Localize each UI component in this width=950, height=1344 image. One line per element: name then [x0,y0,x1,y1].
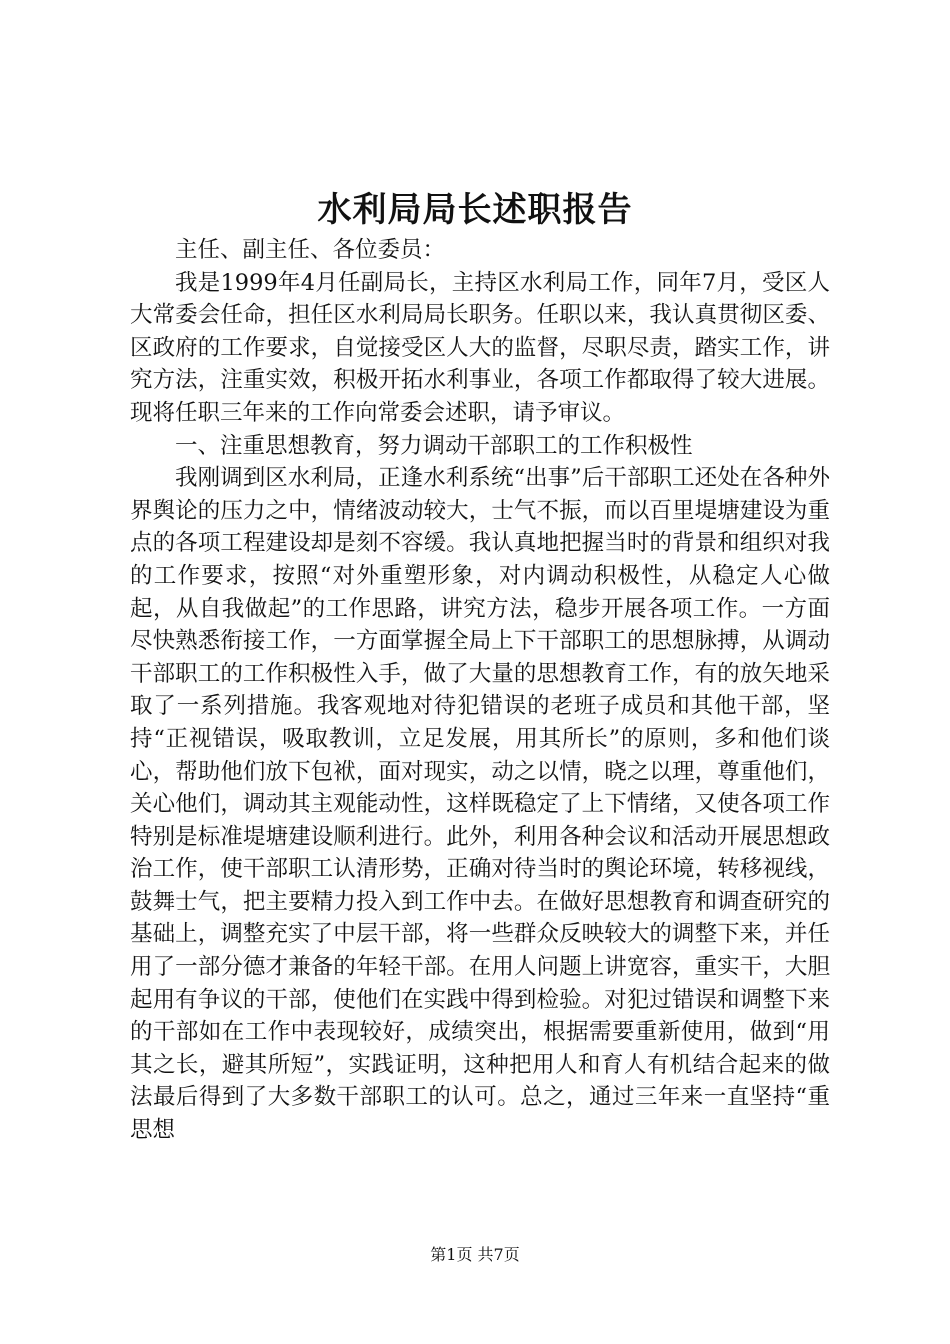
document-title: 水利局局长述职报告 [317,190,633,230]
paragraph-body: 我刚调到区水利局，正逢水利系统“出事”后干部职工还处在各种外界舆论的压力之中，情绪波动较大，士气不振，而以百里堤塘建设为重点的各项工程建设却是刻不容缓。我认真地把握当时的背景和组织对我的工作要求，按照“对外重塑形象，对内调动积极性，从稳定人心做起，从自我做起”的工作思路，讲究方法，稳步开展各项工作。一方面尽快熟悉衔接工作，一方面掌握全局上下干部职工的思想脉搏，从调动干部职工的工作积极性入手，做了大量的思想教育工作，有的放矢地采取了一系列措施。我客观地对待犯错误的老班子成员和其他干部，坚持“正视错误，吸取教训，立足发展，用其所长”的原则，多和他们谈心，帮助他们放下包袱，面对现实，动之以情，晓之以理，尊重他们，关心他们，调动其主观能动性，这样既稳定了上下情绪，又使各项工作特别是标准堤塘建设顺利进行。此外，利用各种会议和活动开展思想政治工作，使干部职工认清形势，正确对待当时的舆论环境，转移视线，鼓舞士气，把主要精力投入到工作中去。在做好思想教育和调查研究的基础上，调整充实了中层干部，将一些群众反映较大的调整下来，并任用了一部分德才兼备的年轻干部。在用人问题上讲宽容，重实干，大胆起用有争议的干部，使他们在实践中得到检验。对犯过错误和调整下来的干部如在工作中表现较好，成绩突出，根据需要重新使用，做到“用其之长，避其所短”，实践证明，这种把用人和育人有机结合起来的做法最后得到了大多数干部职工的认可。总之，通过三年来一直坚持“重思想 [130,465,830,1144]
document-body [130,234,830,1147]
section-heading: 一、注重思想教育，努力调动干部职工的工作积极性 [175,432,693,459]
page-footer: 第1页 共7页 [430,1245,520,1264]
paragraph-intro: 我是1999年4月任副局长，主持区水利局工作，同年7月，受区人大常委会任命，担任区水利局局长职务。任职以来，我认真贯彻区委、区政府的工作要求，自觉接受区人大的监督，尽职尽责，踏实工作，讲究方法，注重实效，积极开拓水利事业，各项工作都取得了较大进展。现将任职三年来的工作向常委会述职，请予审议。 [130,269,830,426]
salutation: 主任、副主任、各位委员： [175,237,446,263]
